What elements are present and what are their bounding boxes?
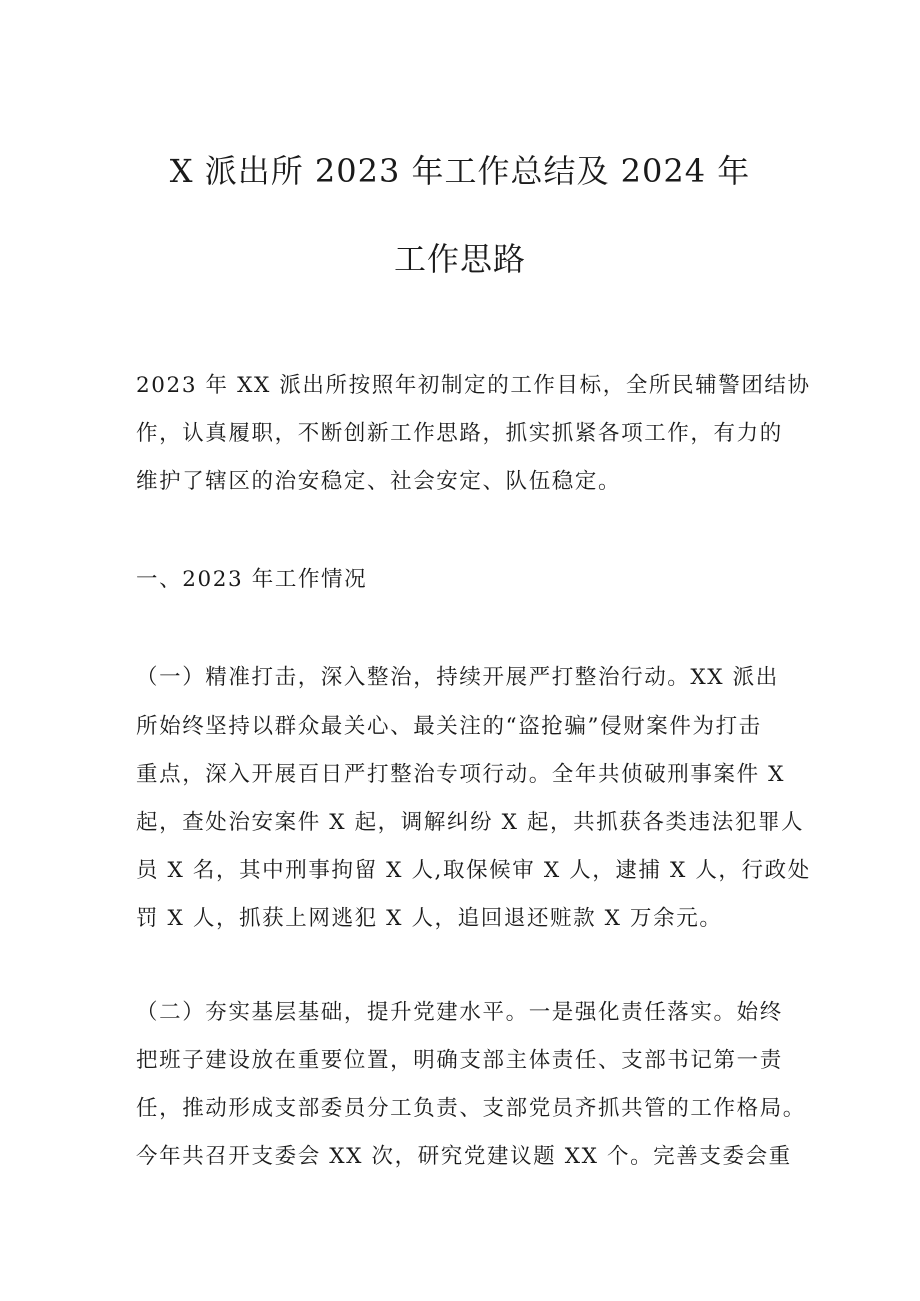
document-title-line-1: X 派出所 2023 年工作总结及 2024 年	[169, 152, 751, 190]
paragraph-1-line-1: （一）精准打击，深入整治，持续开展严打整治行动。XX 派出	[136, 665, 779, 690]
paragraph-2-line-3: 任，推动形成支部委员分工负责、支部党员齐抓共管的工作格局。	[136, 1096, 806, 1121]
paragraph-2-line-4: 今年共召开支委会 XX 次，研究党建议题 XX 个。完善支委会重	[136, 1144, 792, 1169]
intro-line-1: 2023 年 XX 派出所按照年初制定的工作目标，全所民辅警团结协	[136, 373, 811, 398]
paragraph-2-line-1: （二）夯实基层基础，提升党建水平。一是强化责任落实。始终	[136, 1000, 783, 1025]
intro-line-3: 维护了辖区的治安稳定、社会安定、队伍稳定。	[136, 469, 622, 494]
paragraph-1-line-6: 罚 X 人，抓获上网逃犯 X 人，追回退还赃款 X 万余元。	[136, 906, 723, 931]
paragraph-1-line-2: 所始终坚持以群众最关心、最关注的“盗抢骗”侵财案件为打击	[136, 714, 762, 739]
paragraph-1-line-4: 起，查处治安案件 X 起，调解纠纷 X 起，共抓获各类违法犯罪人	[136, 810, 805, 835]
paragraph-1-line-5: 员 X 名，其中刑事拘留 X 人,取保候审 X 人，逮捕 X 人，行政处	[136, 858, 811, 883]
intro-line-2: 作，认真履职，不断创新工作思路，抓实抓紧各项工作，有力的	[136, 421, 783, 446]
paragraph-2-line-2: 把班子建设放在重要位置，明确支部主体责任、支部书记第一责	[136, 1048, 783, 1073]
section-heading: 一、2023 年工作情况	[136, 567, 368, 592]
paragraph-1-line-3: 重点，深入开展百日严打整治专项行动。全年共侦破刑事案件 X	[136, 762, 786, 787]
document-title-line-2: 工作思路	[393, 240, 526, 278]
